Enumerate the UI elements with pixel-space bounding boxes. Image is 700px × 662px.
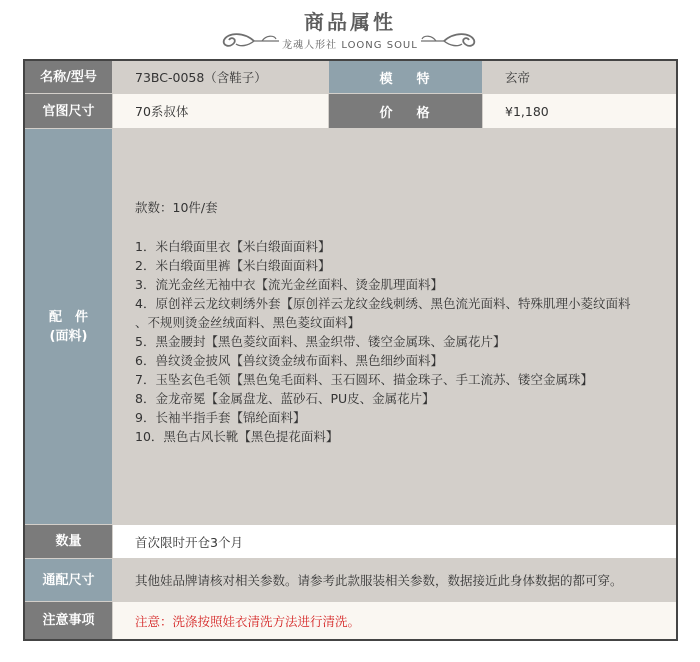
list-item: 5．黑金腰封【黑色菱纹面料、黑金织带、镂空金属珠、金属花片】 (135, 334, 506, 349)
spec-table (23, 59, 678, 641)
list-item: 4．原创祥云龙纹刺绣外套【原创祥云龙纹金线刺绣、黑色流光面料、特殊肌理小菱纹面料 (135, 296, 631, 311)
price-label: 价 格 (329, 94, 482, 128)
quantity-value: 首次限时开仓3个月 (113, 525, 676, 558)
list-item: 2．米白缎面里裤【米白缎面面料】 (135, 258, 331, 273)
list-item: 、不规则烫金丝绒面料、黑色菱纹面料】 (135, 315, 361, 330)
price-value: ¥1,180 (483, 94, 676, 128)
notice-label: 注意事项 (25, 602, 112, 639)
spec-row-parts (25, 129, 676, 524)
list-item: 6．兽纹烫金披风【兽纹烫金绒布面料、黑色细纱面料】 (135, 353, 443, 368)
model-label: 模 特 (329, 61, 482, 93)
list-item: 10．黑色古风长靴【黑色提花面料】 (135, 429, 339, 444)
parts-list (135, 237, 676, 446)
list-item: 1．米白缎面里衣【米白缎面面料】 (135, 239, 331, 254)
parts-label: 配 件 (面料) (25, 129, 112, 524)
spec-row-size (25, 94, 676, 128)
model-value: 玄帝 (483, 61, 676, 93)
spec-row-quantity (25, 525, 676, 558)
list-item: 9．长袖半指手套【锦纶面料】 (135, 410, 306, 425)
notice-value: 注意：洗涤按照娃衣清洗方法进行清洗。 (113, 602, 676, 639)
brand-subtitle: 龙魂人形社 LOONG SOUL (279, 40, 421, 51)
parts-count: 款数：10件/套 (135, 200, 218, 215)
size-label: 官图尺寸 (25, 94, 112, 128)
spec-row-notice (25, 602, 676, 639)
name-value: 73BC-0058（含鞋子） (113, 61, 328, 93)
spec-row-fit (25, 559, 676, 601)
fit-label: 通配尺寸 (25, 559, 112, 601)
parts-value (113, 129, 676, 524)
quantity-label: 数量 (25, 525, 112, 558)
list-item: 3．流光金丝无袖中衣【流光金丝面料、烫金肌理面料】 (135, 277, 443, 292)
list-item: 7．玉坠玄色毛领【黑色兔毛面料、玉石圆环、描金珠子、手工流苏、镂空金属珠】 (135, 372, 593, 387)
page-header (0, 0, 700, 56)
size-value: 70系叔体 (113, 94, 328, 128)
name-label: 名称/型号 (25, 61, 112, 93)
fit-value: 其他娃品牌请核对相关参数。请参考此款服装相关参数，数据接近此身体数据的都可穿。 (113, 559, 676, 601)
spec-row-name (25, 61, 676, 93)
list-item: 8．金龙帝冕【金属盘龙、蓝砂石、PU皮、金属花片】 (135, 391, 435, 406)
page-title: 商品属性 (304, 10, 396, 34)
